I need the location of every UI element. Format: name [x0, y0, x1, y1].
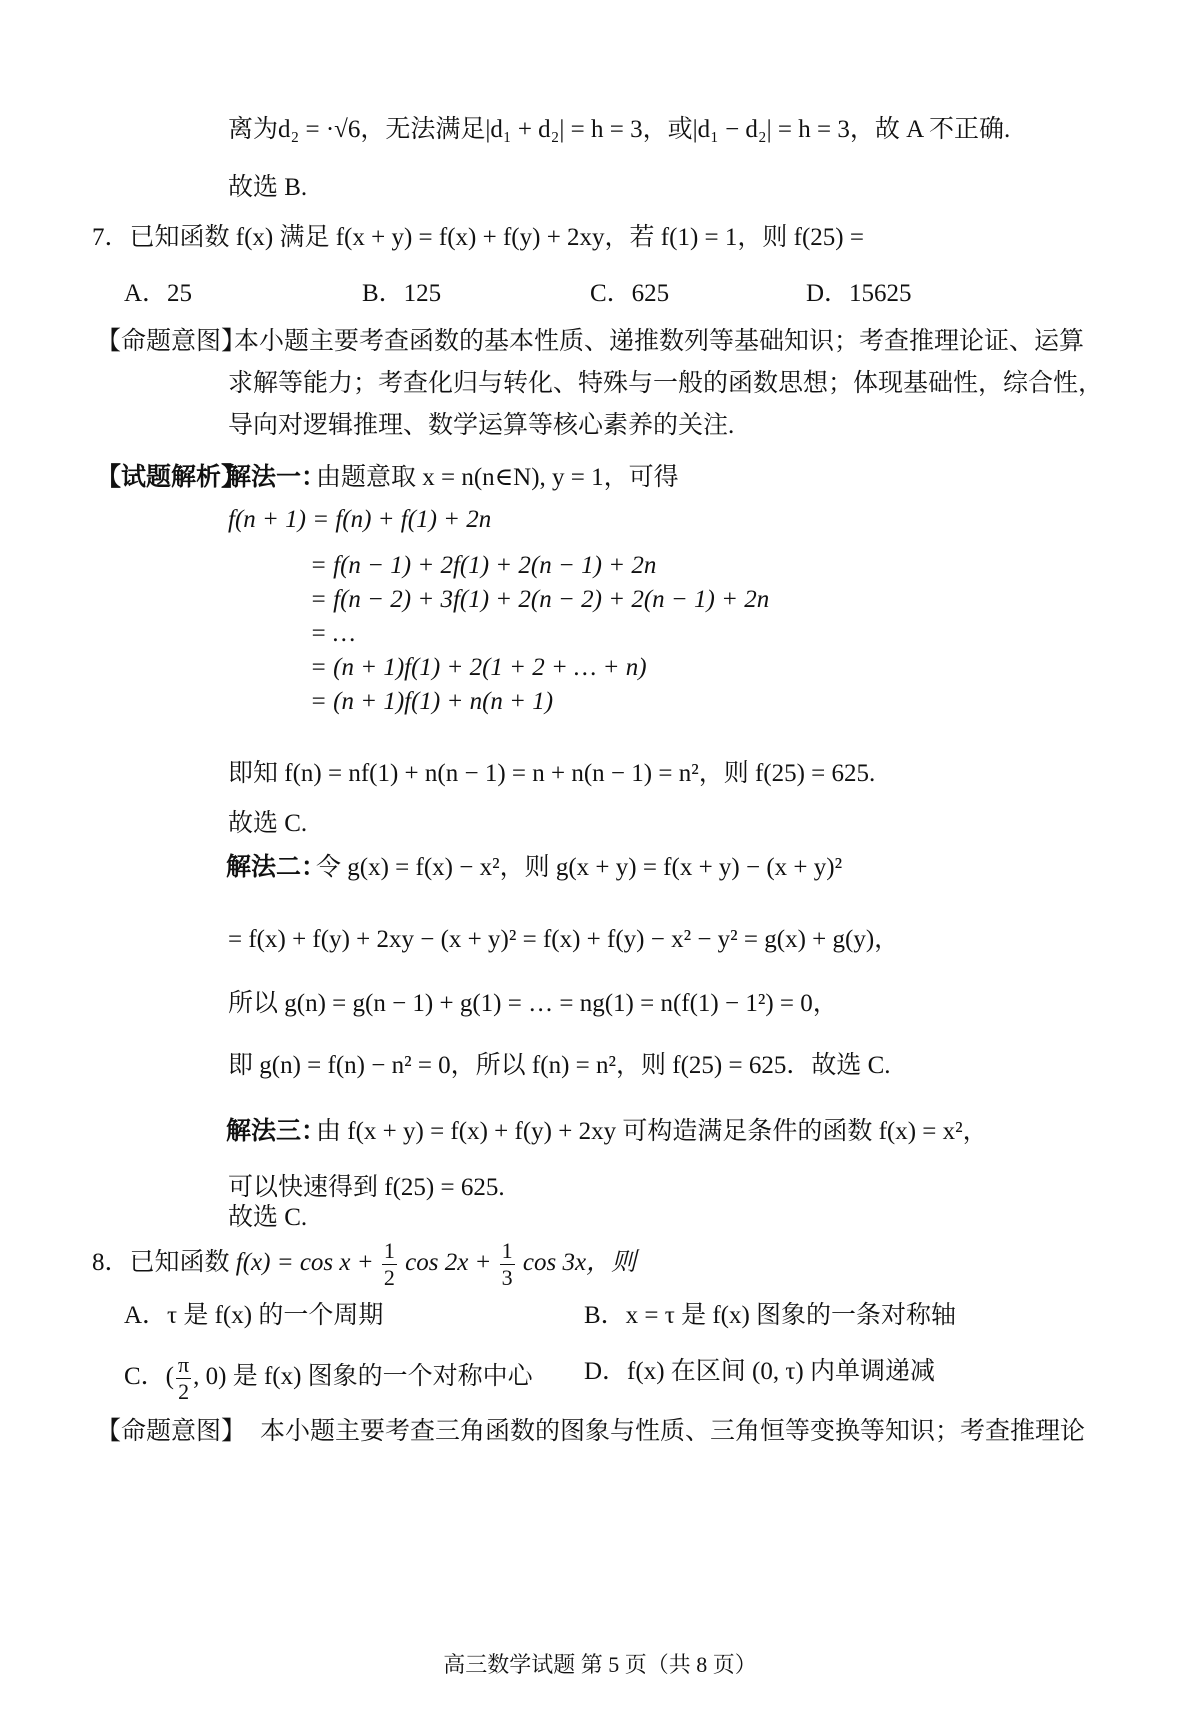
question-8-expr: cos 3x，则 [522, 1249, 637, 1277]
equation-line: = f(n − 2) + 3f(1) + 2(n − 2) + 2(n − 1) + 2n [310, 586, 770, 613]
intent-text: 本小题主要考查函数的基本性质、递推数列等基础知识；考查推理论证、运算 [234, 328, 1085, 355]
option-c: C．( $\frac{\pi}{2}$ , 0) 是 f(x) 图象的一个对称中心 [124, 1352, 533, 1404]
method-text: = f(x) + f(y) + 2xy − (x + y)² = f(x) + f(y) − x² − y² = g(x) + g(y)， [228, 926, 900, 953]
method-label: 解法二： [226, 854, 327, 881]
equation-line: = (n + 1)f(1) + 2(1 + 2 + … + n) [310, 654, 647, 681]
method-text: 即 g(n) = f(n) − n² = 0，所以 f(n) = n²，则 f(25) = 625．故选 C. [228, 1052, 891, 1079]
equation-line: = … [310, 620, 356, 647]
method-text: 令 g(x) = f(x) − x²，则 g(x + y) = f(x + y) − (x + y)² [316, 854, 843, 881]
conclusion-line: 故选 C. [228, 1204, 308, 1231]
intent-tag: 【命题意图】 [96, 1418, 247, 1445]
method-text: 由 f(x + y) = f(x) + f(y) + 2xy 可构造满足条件的函数 f(x) = x²， [316, 1118, 988, 1145]
text-line: 离为d₂ = ·√6，无法满足|d₁ + d₂| = h = 3，或|d₁ − d₂| = h = 3，故 A 不正确. [228, 116, 1011, 143]
fraction: $\frac{\pi}{2}$ [178, 1352, 190, 1404]
option-a: A．τ 是 f(x) 的一个周期 [124, 1302, 384, 1329]
method-label: 解法一： [226, 464, 327, 491]
option-d: D．15625 [806, 280, 912, 307]
question-8-expr: f(x) = cos x + [235, 1249, 374, 1277]
fraction: $\frac{1}{2}$ [383, 1238, 395, 1290]
intent-tag: 【命题意图】 [96, 328, 247, 355]
option-b: B．125 [362, 280, 442, 307]
equation-line: f(n + 1) = f(n) + f(1) + 2n [228, 506, 492, 533]
fraction: $\frac{1}{3}$ [501, 1238, 513, 1290]
option-c: C．625 [590, 280, 670, 307]
intent-text: 求解等能力；考查化归与转化、特殊与一般的函数思想；体现基础性，综合性， [228, 370, 1104, 397]
equation-line: = (n + 1)f(1) + n(n + 1) [310, 688, 554, 715]
method-text: 所以 g(n) = g(n − 1) + g(1) = … = ng(1) = n(f(1) − 1²) = 0， [228, 990, 838, 1017]
intent-text: 导向对逻辑推理、数学运算等核心素养的关注. [228, 412, 735, 439]
conclusion-line: 故选 B. [228, 174, 308, 201]
method-result: 即知 f(n) = nf(1) + n(n − 1) = n + n(n − 1) = n²，则 f(25) = 625. [228, 760, 876, 787]
intent-text: 本小题主要考查三角函数的图象与性质、三角恒等变换等知识；考查推理论 [260, 1418, 1086, 1445]
option-b: B．x = τ 是 f(x) 图象的一条对称轴 [584, 1302, 957, 1329]
method-text: 可以快速得到 f(25) = 625. [228, 1174, 505, 1201]
option-a: A．25 [124, 280, 193, 307]
equation-line: = f(n − 1) + 2f(1) + 2(n − 1) + 2n [310, 552, 657, 579]
question-8-expr: cos 2x + [405, 1249, 492, 1277]
question-8 [92, 1238, 636, 1291]
analysis-tag: 【试题解析】 [96, 464, 247, 491]
conclusion-line: 故选 C. [228, 810, 308, 837]
method-text: 由题意取 x = n(n∈N), y = 1，可得 [316, 464, 679, 491]
question-8-prefix: 8．已知函数 [92, 1249, 230, 1277]
method-label: 解法三： [226, 1118, 327, 1145]
page-footer: 高三数学试题 第 5 页（共 8 页） [443, 1652, 757, 1677]
option-d: D．f(x) 在区间 (0, τ) 内单调递减 [584, 1358, 935, 1385]
question-7: 7．已知函数 f(x) 满足 f(x + y) = f(x) + f(y) + 2xy，若 f(1) = 1，则 f(25) = [92, 224, 864, 251]
